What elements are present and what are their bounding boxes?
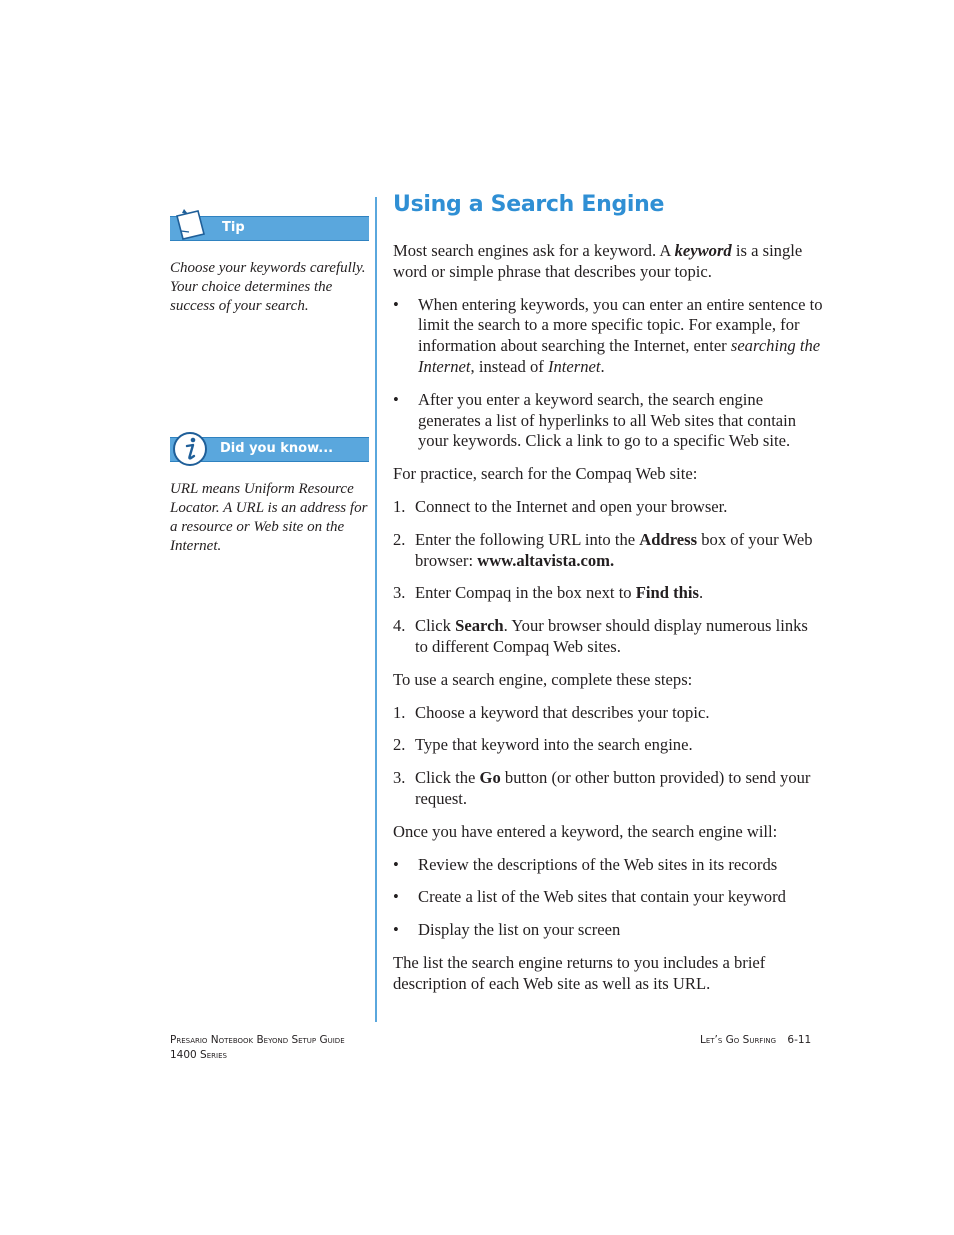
column-divider bbox=[375, 197, 377, 1022]
bullet-marker: • bbox=[393, 920, 399, 940]
list-item: • After you enter a keyword search, the search engine generates a list of hyperlinks to all Web sites that contain your keywords. Click a link to go to a specific Web site. bbox=[393, 389, 797, 451]
list-item: 3. Enter Compaq in the box next to Find this. bbox=[393, 583, 704, 603]
footer-left bbox=[170, 1033, 345, 1063]
list-item: 1. Connect to the Internet and open your browser. bbox=[393, 496, 728, 516]
list-item: • When entering keywords, you can enter an entire sentence to limit the search to a more specific topic. For example, for information about searching the Internet, enter searching the Internet, instead of Internet. bbox=[393, 294, 823, 376]
tip-text: Choose your keywords carefully. Your choice determines the success of your search. bbox=[170, 260, 366, 314]
tip-label: Tip bbox=[222, 220, 245, 235]
list-item: 2. Type that keyword into the search engine. bbox=[393, 735, 693, 755]
bullet-marker: • bbox=[393, 887, 399, 907]
tip-note-icon bbox=[174, 208, 208, 247]
series-label: 1400 Series bbox=[170, 1049, 227, 1061]
list-item: 3. Click the Go button (or other button provided) to send your request. bbox=[393, 768, 811, 808]
info-icon bbox=[172, 431, 208, 472]
list-item: • Display the list on your screen bbox=[393, 920, 621, 940]
guide-title: Presario Notebook Beyond Setup Guide bbox=[170, 1034, 345, 1046]
chapter-title: Let’s Go Surfing bbox=[700, 1034, 777, 1046]
tip-callout bbox=[170, 216, 369, 316]
list-item: • Create a list of the Web sites that contain your keyword bbox=[393, 887, 786, 907]
page-number: 6-11 bbox=[787, 1034, 812, 1046]
url-text: www.altavista.com. bbox=[477, 550, 615, 570]
did-you-know-label: Did you know... bbox=[220, 441, 334, 456]
did-you-know-bar bbox=[170, 437, 369, 462]
page-title: Using a Search Engine bbox=[393, 192, 665, 217]
list-item: 1. Choose a keyword that describes your topic. bbox=[393, 702, 710, 722]
closing-paragraph: The list the search engine returns to you includes a brief description of each Web site as well as its URL. bbox=[393, 952, 766, 993]
keyword-term: keyword bbox=[674, 241, 732, 260]
list-item: 4. Click Search. Your browser should display numerous links to different Compaq Web sites. bbox=[393, 616, 808, 656]
did-you-know-callout bbox=[170, 437, 369, 556]
practice-intro: For practice, search for the Compaq Web site: bbox=[393, 464, 698, 484]
will-intro: Once you have entered a keyword, the search engine will: bbox=[393, 821, 778, 841]
did-you-know-text: URL means Uniform Resource Locator. A URL is an address for a resource or Web site on the Internet. bbox=[170, 481, 368, 554]
bullet-marker: • bbox=[393, 854, 399, 874]
list-item: 2. Enter the following URL into the Address box of your Web browser: www.altavista.com. bbox=[393, 529, 813, 570]
bullet-marker: • bbox=[393, 389, 399, 409]
list-item: • Review the descriptions of the Web sites in its records bbox=[393, 854, 778, 874]
steps-intro: To use a search engine, complete these steps: bbox=[393, 669, 693, 689]
main-content bbox=[393, 190, 823, 1007]
footer-right bbox=[700, 1033, 811, 1048]
intro-paragraph: Most search engines ask for a keyword. A keyword is a single word or simple phrase that describes your topic. bbox=[393, 241, 803, 281]
bullet-marker: • bbox=[393, 294, 399, 314]
tip-bar bbox=[170, 216, 369, 241]
